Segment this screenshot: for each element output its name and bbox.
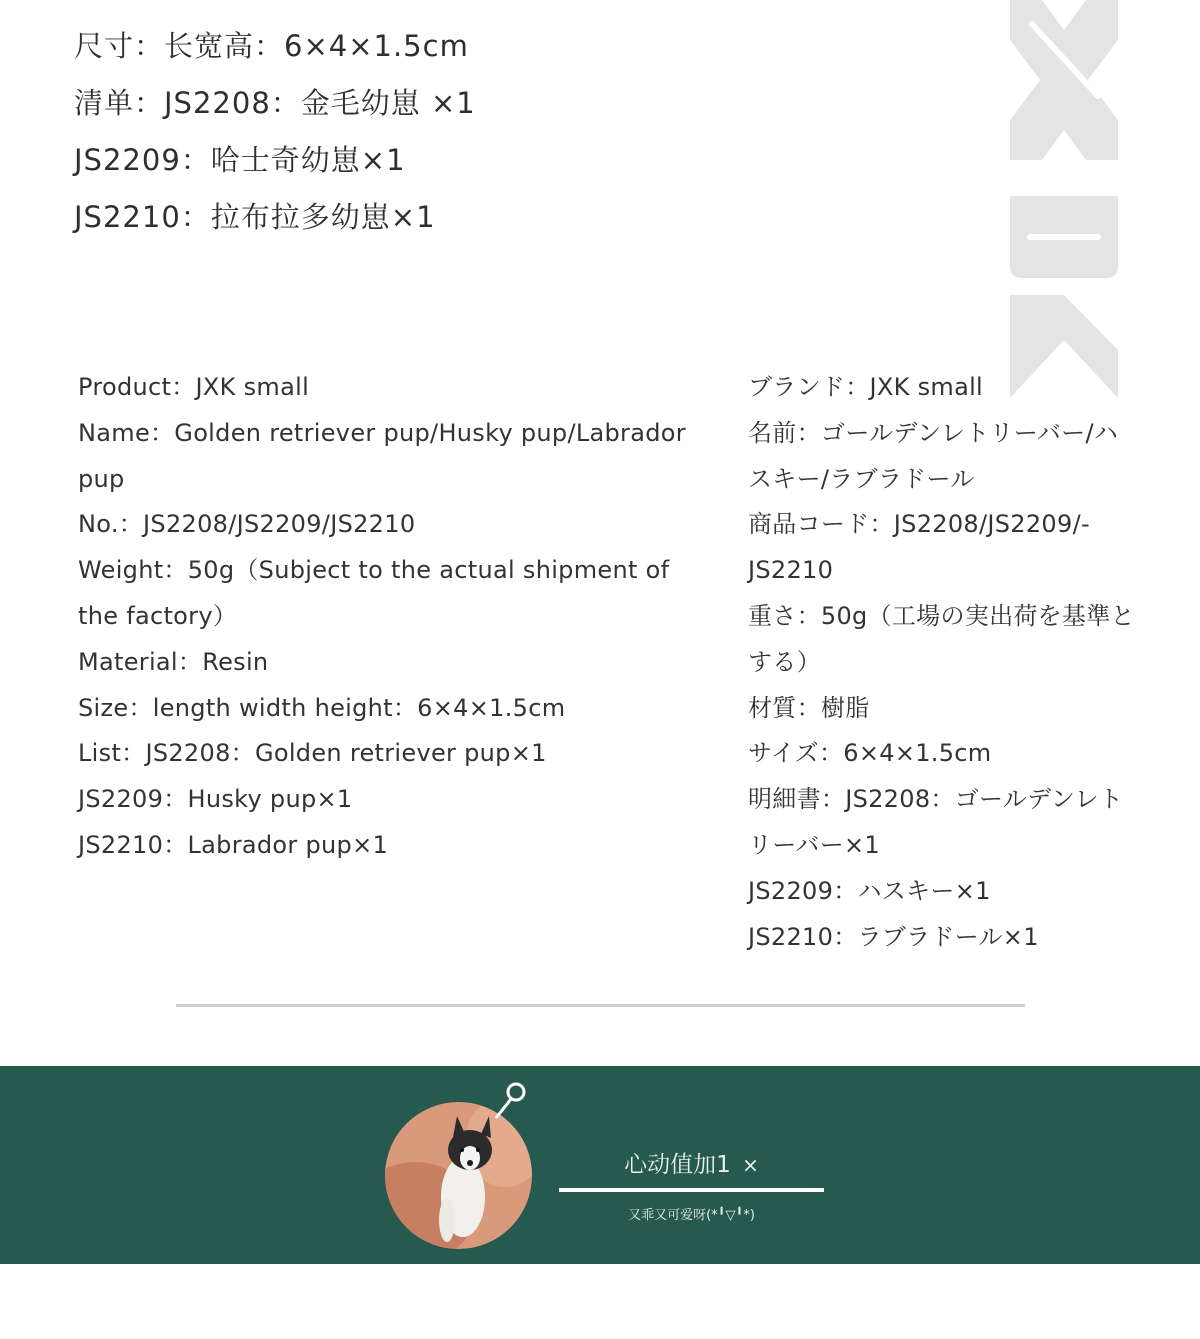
close-icon: × [742, 1153, 759, 1177]
jxk-logo-watermark [1010, 0, 1118, 400]
english-spec-column [78, 365, 688, 869]
en-list-item-3: JS2210：Labrador pup×1 [78, 830, 389, 859]
en-size: Size：length width height：6×4×1.5cm [78, 693, 566, 722]
banner-title-text: 心动值加1 [624, 1152, 731, 1178]
en-weight-cont: the factory） [78, 601, 238, 630]
jp-name: 名前：ゴールデンレトリーバー/ハ [748, 418, 1119, 447]
jp-size: サイズ：6×4×1.5cm [748, 739, 992, 768]
spec-line-size: 尺寸：长宽高：6×4×1.5cm [74, 29, 469, 63]
section-divider [176, 1004, 1025, 1007]
chinese-spec-list [74, 0, 476, 246]
husky-pup-photo [385, 1102, 532, 1249]
japanese-spec-column [748, 365, 1148, 960]
en-name-cont: pup [78, 464, 125, 493]
en-product: Product：JXK small [78, 373, 310, 401]
en-name: Name：Golden retriever pup/Husky pup/Labrador [78, 418, 686, 447]
spec-line-item-2: JS2209：哈士奇幼崽×1 [74, 143, 406, 177]
jp-weight: 重さ：50g（工場の実出荷を基準と [748, 601, 1135, 630]
jp-list: 明細書：JS2208：ゴールデンレト [748, 785, 1124, 814]
banner-underline [559, 1188, 824, 1192]
jp-code: 商品コード：JS2208/JS2209/- [748, 510, 1090, 539]
footer-banner [0, 1066, 1200, 1264]
jp-list-cont: リーバー×1 [748, 830, 880, 859]
banner-subtitle: 又乖又可爱呀(*╹▽╹*) [628, 1208, 755, 1223]
jp-weight-cont: する） [748, 647, 821, 676]
pin-icon [492, 1080, 528, 1120]
en-list-item-2: JS2209：Husky pup×1 [78, 785, 353, 814]
spec-line-material-cut [74, 0, 476, 18]
spec-line-item-3: JS2210：拉布拉多幼崽×1 [74, 200, 436, 234]
jp-list-item-2: JS2209：ハスキー×1 [748, 876, 991, 905]
jp-material: 材質：樹脂 [748, 693, 870, 722]
banner-title [559, 1146, 824, 1179]
spec-line-list: 清单：JS2208：金毛幼崽 ×1 [74, 86, 476, 120]
jp-brand: ブランド：JXK small [748, 373, 984, 401]
en-list: List：JS2208：Golden retriever pup×1 [78, 739, 547, 768]
en-weight: Weight：50g（Subject to the actual shipment of [78, 556, 670, 585]
en-number: No.：JS2208/JS2209/JS2210 [78, 510, 416, 539]
jp-code-cont: JS2210 [748, 556, 834, 585]
en-material: Material：Resin [78, 647, 269, 676]
jp-list-item-3: JS2210：ラブラドール×1 [748, 922, 1039, 951]
jp-name-cont: スキー/ラブラドール [748, 464, 975, 493]
